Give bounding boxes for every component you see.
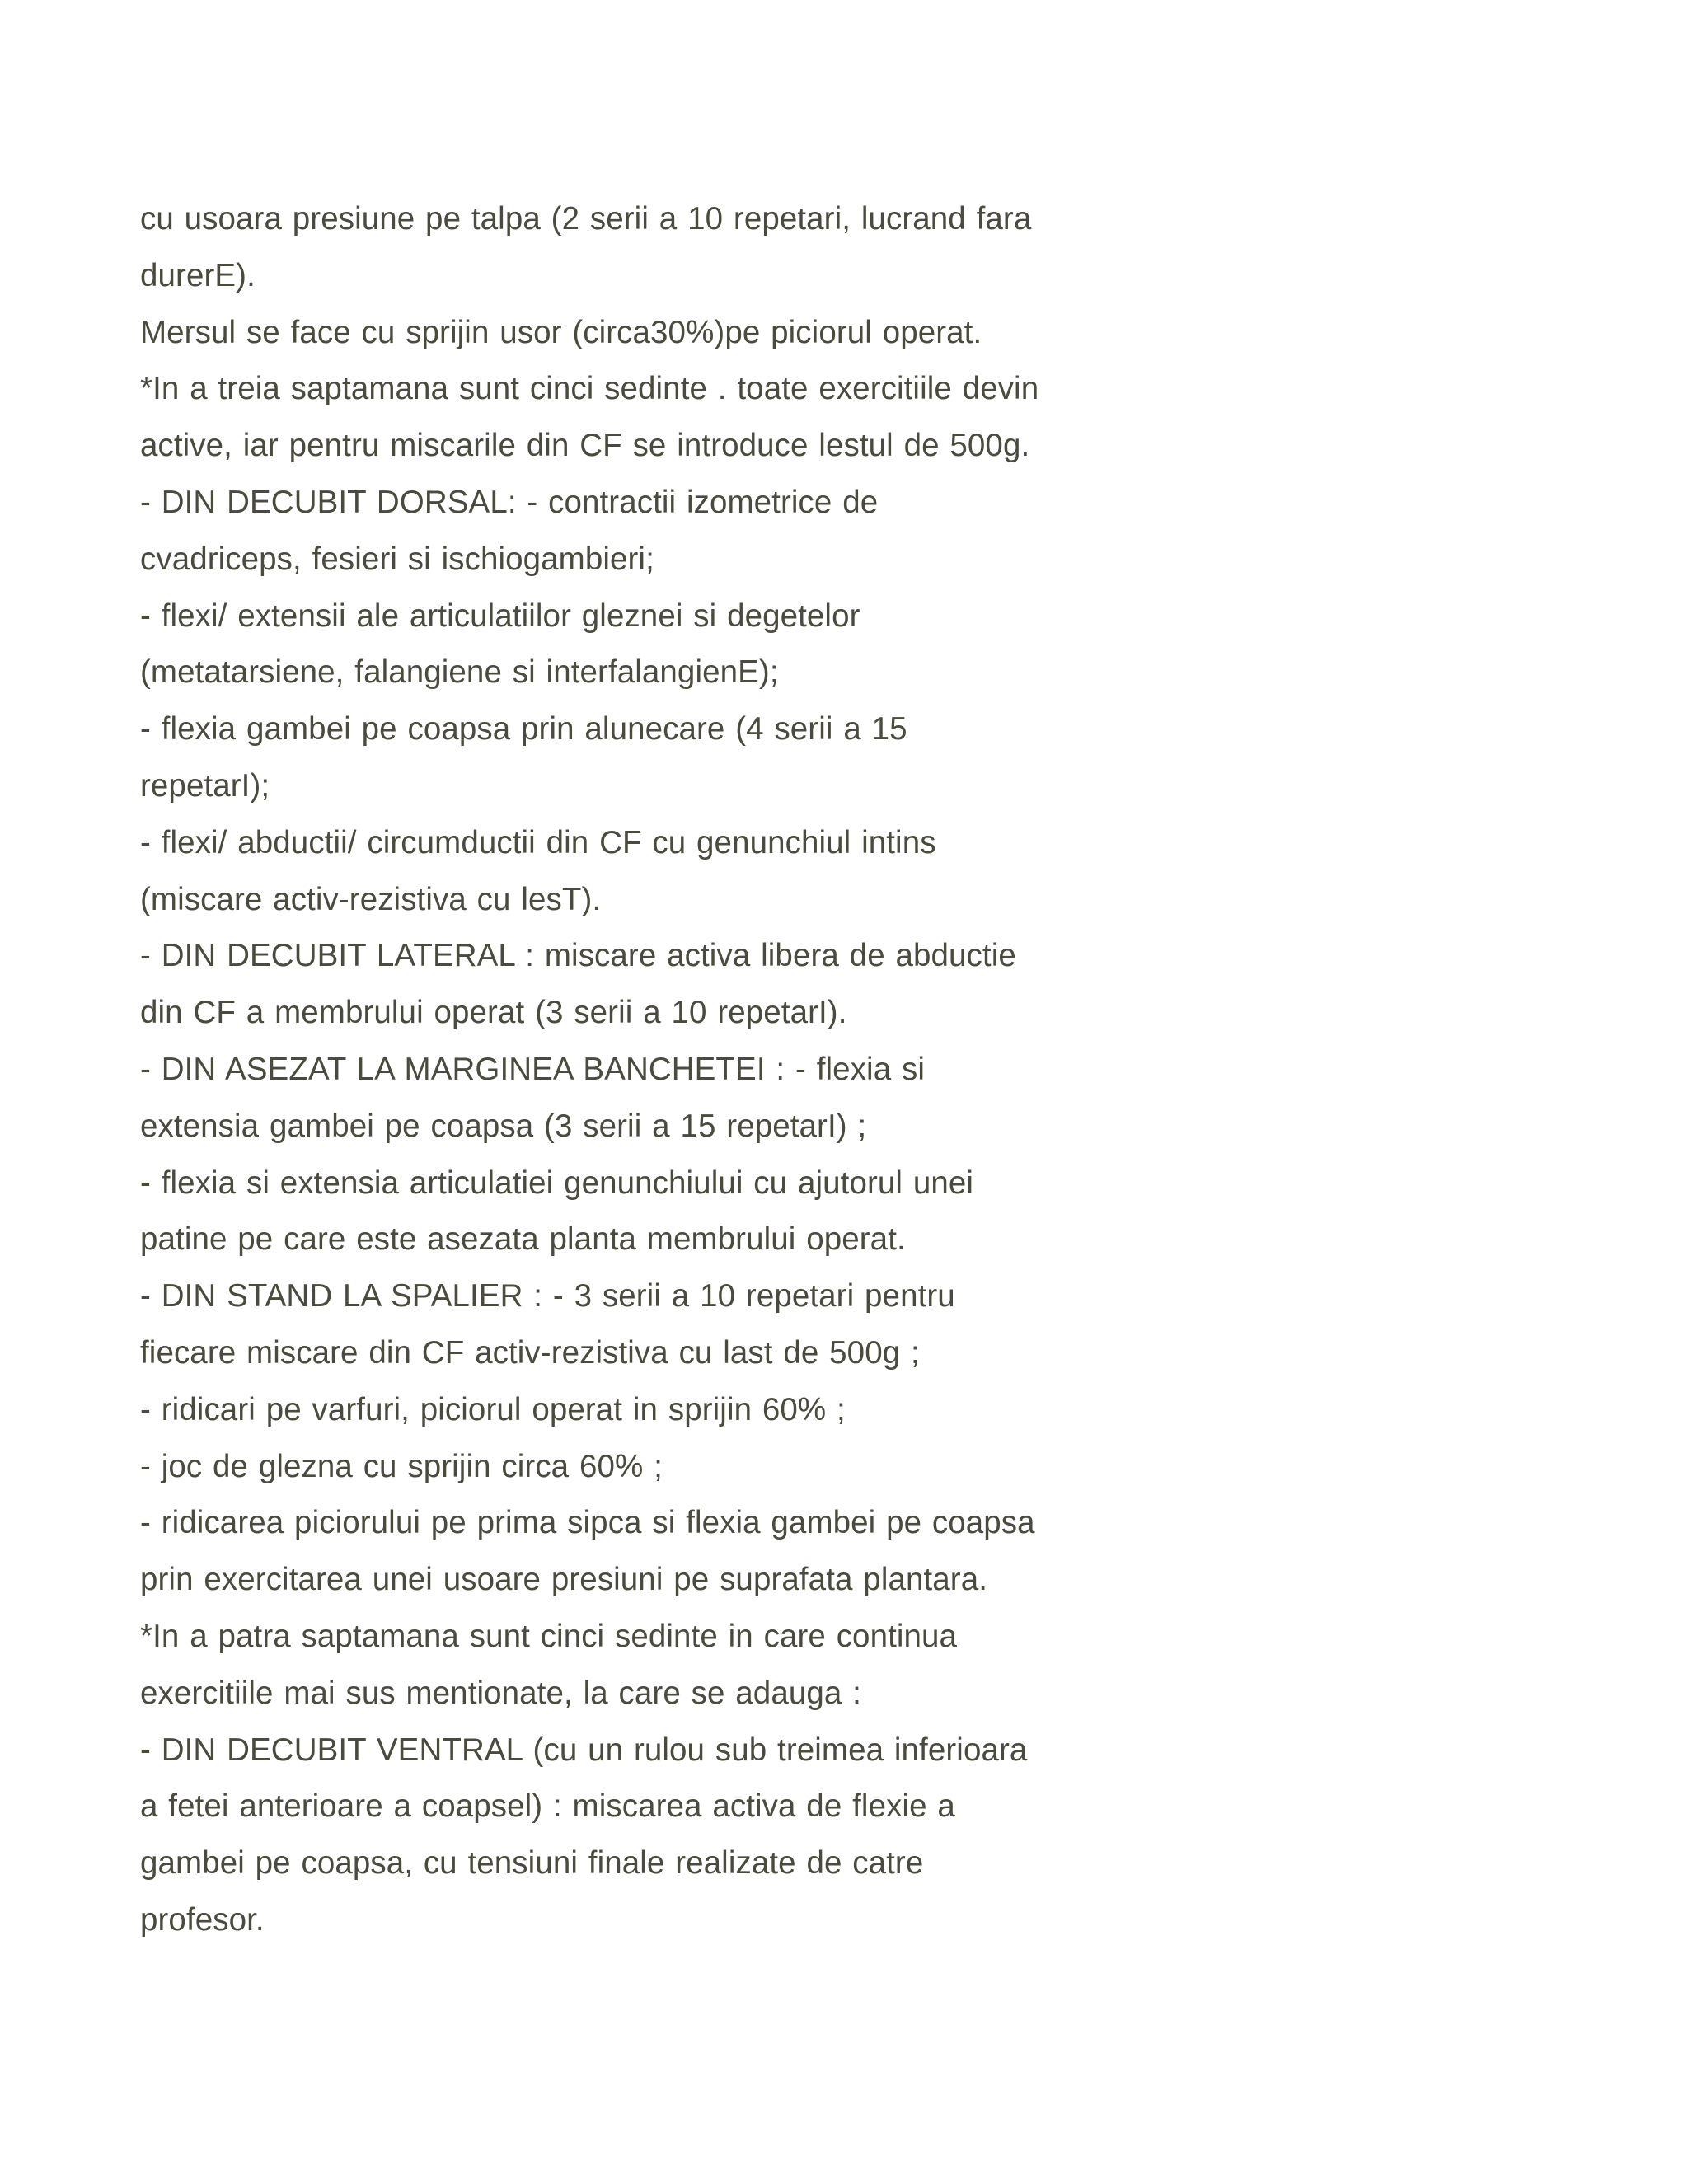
text-line: patine pe care este asezata planta membrului operat.: [140, 1221, 906, 1258]
text-line: din CF a membrului operat (3 serii a 10 repetarI).: [140, 995, 847, 1031]
text-line: - DIN ASEZAT LA MARGINEA BANCHETEI : - flexia si: [140, 1051, 926, 1087]
text-line: - DIN DECUBIT VENTRAL (cu un rulou sub treimea inferioara: [140, 1732, 1028, 1768]
text-line: prin exercitarea unei usoare presiuni pe suprafata plantara.: [140, 1562, 988, 1598]
text-line: fiecare miscare din CF activ-rezistiva cu last de 500g ;: [140, 1334, 920, 1371]
document-body: [140, 191, 1245, 1949]
text-line: (metatarsiene, falangiene si interfalangienE);: [140, 654, 779, 691]
text-line: durerE).: [140, 257, 256, 293]
text-line: exercitiile mai sus mentionate, la care se adauga :: [140, 1675, 861, 1711]
text-line: active, iar pentru miscarile din CF se introduce lestul de 500g.: [140, 428, 1030, 464]
text-line: - ridicarea piciorului pe prima sipca si flexia gambei pe coapsa: [140, 1505, 1035, 1541]
text-line: - joc de glezna cu sprijin circa 60% ;: [140, 1448, 663, 1484]
text-line: - flexi/ abductii/ circumductii din CF cu genunchiul intins: [140, 824, 936, 860]
text-line: - DIN DECUBIT DORSAL: - contractii izometrice de: [140, 484, 879, 520]
text-line: - DIN STAND LA SPALIER : - 3 serii a 10 repetari pentru: [140, 1278, 955, 1315]
text-line: *In a patra saptamana sunt cinci sedinte in care continua: [140, 1618, 958, 1654]
text-line: cu usoara presiune pe talpa (2 serii a 10 repetari, lucrand fara: [140, 201, 1032, 237]
text-line: (miscare activ-rezistiva cu lesT).: [140, 881, 602, 917]
text-line: extensia gambei pe coapsa (3 serii a 15 repetarI) ;: [140, 1108, 867, 1144]
text-line: - flexia si extensia articulatiei genunchiului cu ajutorul unei: [140, 1165, 974, 1201]
text-line: repetarI);: [140, 767, 270, 804]
text-line: - flexia gambei pe coapsa prin alunecare (4 serii a 15: [140, 711, 907, 748]
text-line: cvadriceps, fesieri si ischiogambieri;: [140, 541, 654, 577]
text-line: - ridicari pe varfuri, piciorul operat in sprijin 60% ;: [140, 1391, 846, 1427]
text-line: profesor.: [140, 1901, 265, 1938]
text-line: - DIN DECUBIT LATERAL : miscare activa libera de abductie: [140, 938, 1016, 974]
text-line: a fetei anterioare a coapsel) : miscarea activa de flexie a: [140, 1788, 955, 1825]
text-line: - flexi/ extensii ale articulatiilor gleznei si degetelor: [140, 598, 860, 634]
text-line: Mersul se face cu sprijin usor (circa30%)pe piciorul operat.: [140, 314, 982, 350]
text-line: *In a treia saptamana sunt cinci sedinte . toate exercitiile devin: [140, 371, 1039, 407]
text-line: gambei pe coapsa, cu tensiuni finale realizate de catre: [140, 1845, 924, 1882]
